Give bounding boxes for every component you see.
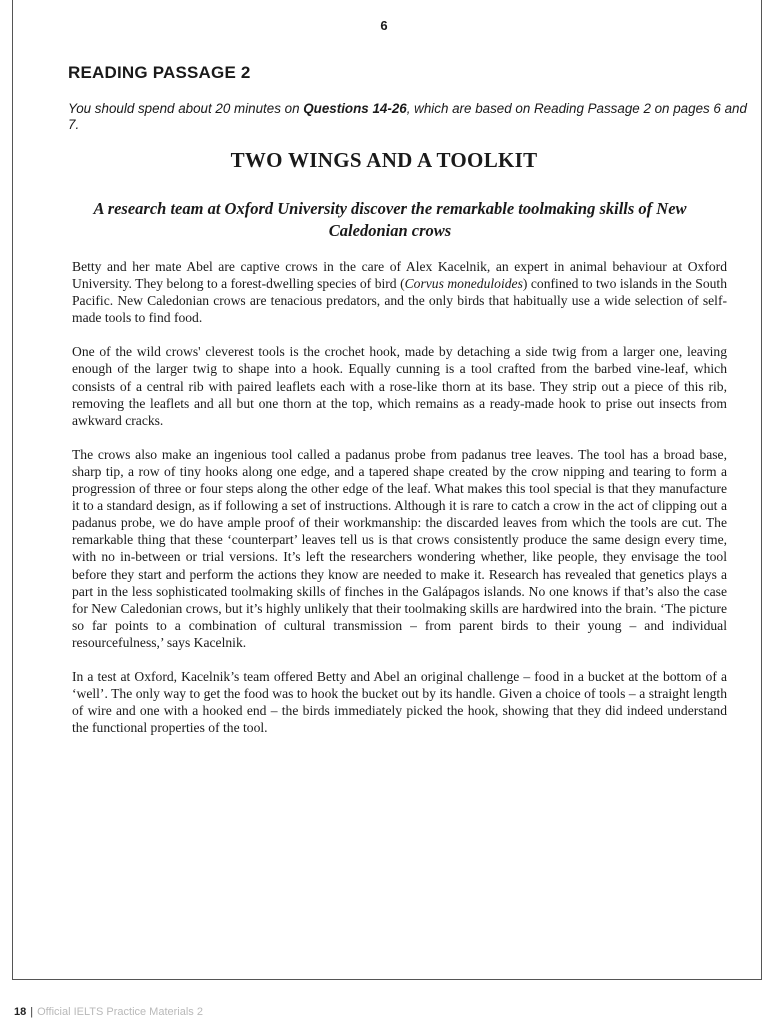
species-name: Corvus moneduloides bbox=[404, 276, 523, 292]
paragraph-1-after: ) confined to two islands in the South Pacific. New Caledonian crows are tenacious predators, and the only birds that habitually use a wide selection of self-made tools to find food. bbox=[72, 276, 727, 326]
paragraph-2: One of the wild crows' cleverest tools is the crochet hook, made by detaching a side twig from a larger one, leaving enough of the larger twig to shape into a hook. Equally cunning is a tool crafted from the barbed vine-leaf, which consists of a central rib with paired leaflets each with a rose-like thorn at its base. They strip out a piece of this rib, removing the leaflets and all but one thorn at the top, which remains as a ready-made hook to prise out insects from awkward cracks. bbox=[72, 344, 727, 428]
footer-page-number: 18 bbox=[14, 1006, 27, 1018]
footer-separator: | bbox=[30, 1006, 34, 1018]
instructions bbox=[68, 101, 758, 133]
passage-subtitle: A research team at Oxford University discover the remarkable toolmaking skills of New Caledonian crows bbox=[93, 199, 687, 240]
paragraph-4: In a test at Oxford, Kacelnik’s team offered Betty and Abel an original challenge – food in a bucket at the bottom of a ‘well’. The only way to get the food was to hook the bucket out by its handle. Given a choice of tools – a straight length of wire and one with a hooked end – the birds immediately picked the hook, showing that they did indeed understand the functional properties of the tool. bbox=[72, 668, 727, 736]
instructions-after: , which are based on Reading Passage 2 on pages 6 and 7. bbox=[68, 101, 747, 132]
paragraph-1-before: Betty and her mate Abel are captive crows in the care of Alex Kacelnik, an expert in animal behaviour at Oxford University. They belong to a forest-dwelling species of bird ( bbox=[72, 259, 727, 292]
page-number: 6 bbox=[380, 18, 388, 33]
passage-body bbox=[72, 258, 727, 753]
instructions-before: You should spend about 20 minutes on bbox=[68, 101, 304, 116]
paragraph-3: The crows also make an ingenious tool called a padanus probe from padanus tree leaves. The tool has a broad base, sharp tip, a row of tiny hooks along one edge, and a tapered shape created by the crow nipping and tearing to form a progression of three or four steps along the other edge of the leaf. What makes this tool special is that they manufacture it to a standard design, as if following a set of instructions. Although it is rare to catch a crow in the act of clipping out a padanus probe, we do have ample proof of their workmanship: the discarded leaves from which the tools are cut. The remarkable thing that these ‘counterpart’ leaves tell us is that crows consistently produce the same design every time, with no in-between or trial versions. It’s left the researchers wondering whether, like people, they envisage the tool before they start and perform the actions they know are needed to make it. Research has revealed that genetics plays a part in the less sophisticated toolmaking skills of finches in the Galápagos islands. No one knows if that’s also the case for New Caledonian crows, but it’s highly unlikely that their toolmaking skills are hardwired into the brain. ‘The picture so far points to a combination of cultural transmission – from parent birds to their young – and individual resourcefulness,’ says Kacelnik. bbox=[72, 446, 727, 650]
paragraph-1 bbox=[72, 258, 727, 326]
passage-title: TWO WINGS AND A TOOLKIT bbox=[230, 148, 538, 172]
section-heading: READING PASSAGE 2 bbox=[68, 63, 251, 82]
footer-book-title: Official IELTS Practice Materials 2 bbox=[37, 1006, 203, 1018]
instructions-questions: Questions 14-26 bbox=[303, 101, 407, 116]
footer bbox=[14, 1006, 203, 1018]
